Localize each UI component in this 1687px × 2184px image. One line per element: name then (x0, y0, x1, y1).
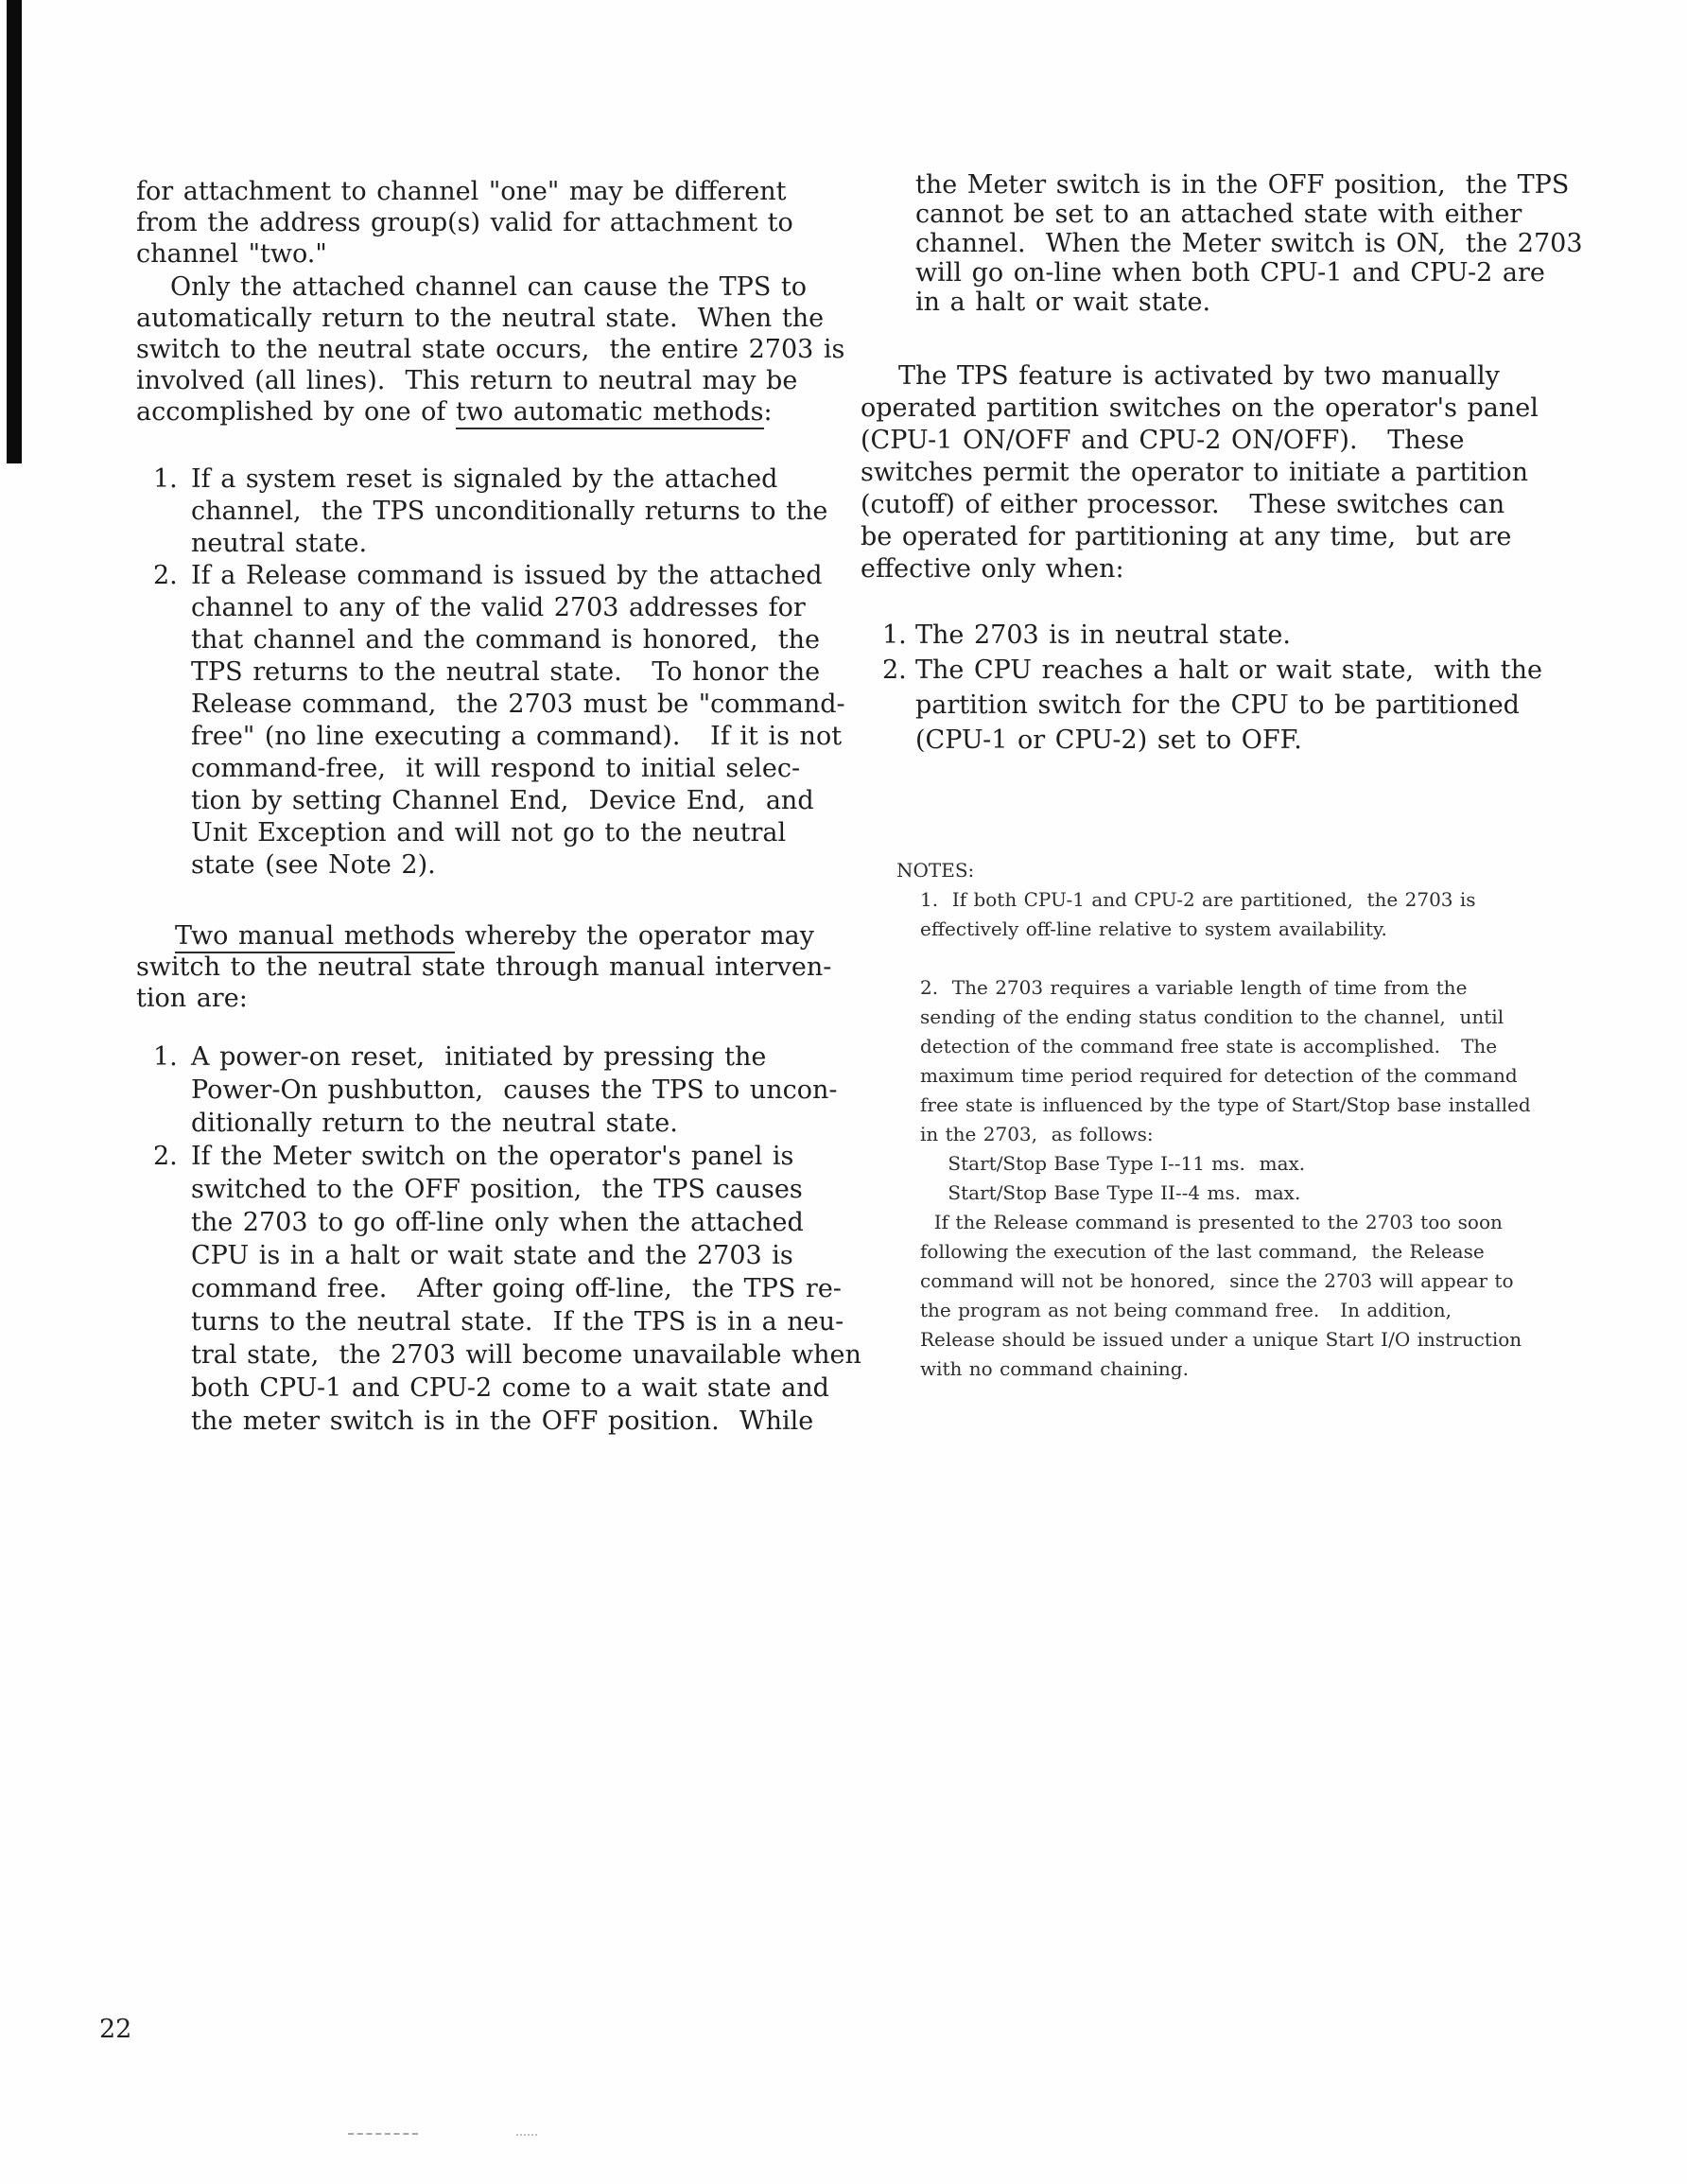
text-line: The CPU reaches a halt or wait state, with the (915, 655, 1542, 685)
text-line: free" (no line executing a command). If it is not (191, 722, 843, 751)
list-item-number: 2. (153, 1142, 178, 1171)
text-line: (cutoff) of either processor. These switches can (861, 490, 1505, 519)
list-item (136, 463, 828, 560)
text-line: neutral state. (191, 529, 368, 558)
list-item (861, 618, 1532, 653)
text-line: free state is influenced by the type of Start/Stop base installed (920, 1093, 1531, 1116)
text-line: switch to the neutral state through manual interven- (136, 952, 832, 982)
text-line: the 2703 to go off-line only when the attached (191, 1208, 804, 1237)
list-item (136, 1140, 861, 1438)
text-line: (CPU-1 ON/OFF and CPU-2 ON/OFF). These (861, 426, 1465, 455)
list-item-number: 1. (882, 620, 907, 650)
text-line: be operated for partitioning at any time, but are (861, 522, 1512, 551)
text-line: If a Release command is issued by the attached (191, 561, 823, 590)
text-line: channel to any of the valid 2703 addresses for (191, 593, 806, 622)
partition-conditions-list (861, 618, 1542, 758)
text-line: Release should be issued under a unique Start I/O instruction (920, 1328, 1522, 1351)
text-line: maximum time period required for detection of the command (920, 1064, 1518, 1087)
paragraph-two-manual-methods (136, 920, 832, 1014)
text-line: A power-on reset, initiated by pressing the (191, 1042, 767, 1072)
text-line: detection of the command free state is accomplished. The (920, 1035, 1498, 1057)
automatic-methods-list (136, 463, 845, 882)
underlined-text: two automatic methods (456, 397, 764, 429)
list-item-number: 1. (153, 1042, 178, 1072)
text-line: with no command chaining. (920, 1357, 1189, 1380)
list-item (136, 1040, 838, 1140)
text-line: effectively off-line relative to system availability. (920, 917, 1387, 940)
text-line: command free. After going off-line, the TPS re- (191, 1274, 842, 1303)
scan-dots-artifact (516, 2134, 537, 2136)
text-line: state (see Note 2). (191, 850, 436, 880)
text-line: partition switch for the CPU to be partitioned (915, 690, 1520, 720)
text-line: operated partition switches on the operator's panel (861, 393, 1539, 423)
text-line (136, 920, 814, 952)
text-line: sending of the ending status condition to the channel, until (920, 1005, 1504, 1028)
text-line: If the Meter switch on the operator's panel is (191, 1142, 794, 1171)
text-line: tral state, the 2703 will become unavailable when (191, 1340, 861, 1370)
text-segment: : (763, 397, 773, 427)
notes-section (896, 856, 1530, 1384)
list-item-number: 1. (153, 464, 178, 494)
list-item (861, 653, 1542, 758)
text-line: both CPU-1 and CPU-2 come to a wait state and (191, 1373, 829, 1403)
text-line: cannot be set to an attached state with either (915, 200, 1522, 229)
text-line: Unit Exception and will not go to the neutral (191, 818, 787, 847)
underlined-text: Two manual methods (175, 921, 455, 953)
paragraph-meter-switch-continuation (915, 170, 1583, 317)
text-line: the program as not being command free. In addition, (920, 1299, 1452, 1321)
text-line: ditionally return to the neutral state. (191, 1109, 678, 1138)
paragraph-attachment (136, 176, 798, 270)
text-line: channel "two." (136, 239, 327, 269)
text-line: automatically return to the neutral state. When the (136, 304, 825, 333)
text-line: from the address group(s) valid for attachment to (136, 208, 793, 237)
text-line: Only the attached channel can cause the TPS to (170, 272, 808, 302)
text-line: channel, the TPS unconditionally returns to the (191, 497, 828, 526)
text-line: 2. The 2703 requires a variable length of time from the (920, 976, 1468, 999)
text-line: for attachment to channel "one" may be different (136, 177, 787, 206)
text-line: switch to the neutral state occurs, the entire 2703 is (136, 335, 845, 364)
text-line: turns to the neutral state. If the TPS is in a neu- (191, 1307, 844, 1337)
text-line: command-free, it will respond to initial selec- (191, 754, 801, 783)
paragraph-tps-feature (861, 360, 1539, 585)
text-segment: accomplished by one of (136, 397, 456, 427)
paragraph-only-attached-channel (136, 271, 845, 428)
text-line: will go on-line when both CPU-1 and CPU-2 are (915, 258, 1545, 288)
page-number: 22 (99, 2015, 132, 2044)
text-line: effective only when: (861, 554, 1124, 584)
text-line: switches permit the operator to initiate a partition (861, 458, 1529, 487)
text-line: 1. If both CPU-1 and CPU-2 are partitioned, the 2703 is (920, 888, 1476, 911)
text-line: Start/Stop Base Type II--4 ms. max. (920, 1181, 1301, 1204)
text-line: the meter switch is in the OFF position. While (191, 1406, 814, 1436)
text-line: tion are: (136, 984, 248, 1013)
text-line: TPS returns to the neutral state. To honor the (191, 657, 821, 687)
text-line: following the execution of the last command, the Release (920, 1240, 1485, 1263)
text-line: tion by setting Channel End, Device End, and (191, 786, 814, 815)
text-segment: whereby the operator may (455, 921, 814, 951)
text-line (920, 944, 1530, 973)
text-line: If a system reset is signaled by the attached (191, 464, 778, 494)
text-line (136, 396, 798, 428)
text-line: Release command, the 2703 must be "command- (191, 690, 845, 719)
text-line: If the Release command is presented to the 2703 too soon (920, 1211, 1503, 1233)
list-item-number: 2. (882, 655, 907, 685)
scan-edge-artifact (7, 0, 22, 463)
text-line: command will not be honored, since the 2703 will appear to (920, 1269, 1514, 1292)
text-line: that channel and the command is honored, the (191, 625, 820, 655)
text-line: (CPU-1 or CPU-2) set to OFF. (915, 725, 1302, 755)
scan-smudge-artifact (348, 2133, 418, 2135)
text-line: Power-On pushbutton, causes the TPS to uncon- (191, 1075, 838, 1105)
text-line: CPU is in a halt or wait state and the 2703 is (191, 1241, 793, 1270)
text-line: in a halt or wait state. (915, 288, 1211, 317)
list-item (136, 560, 845, 882)
text-line: Start/Stop Base Type I--11 ms. max. (920, 1152, 1306, 1175)
text-line: The TPS feature is activated by two manually (898, 361, 1500, 391)
text-line: involved (all lines). This return to neutral may be (136, 366, 798, 395)
text-line: switched to the OFF position, the TPS causes (191, 1175, 803, 1204)
text-line: The 2703 is in neutral state. (915, 620, 1291, 650)
text-line: the Meter switch is in the OFF position, the TPS (915, 170, 1570, 200)
list-item-number: 2. (153, 561, 178, 590)
text-line: in the 2703, as follows: (920, 1123, 1154, 1145)
notes-body (920, 885, 1530, 1384)
text-line: channel. When the Meter switch is ON, the 2703 (915, 229, 1583, 258)
manual-methods-list (136, 1040, 861, 1438)
notes-label: NOTES: (896, 859, 975, 882)
